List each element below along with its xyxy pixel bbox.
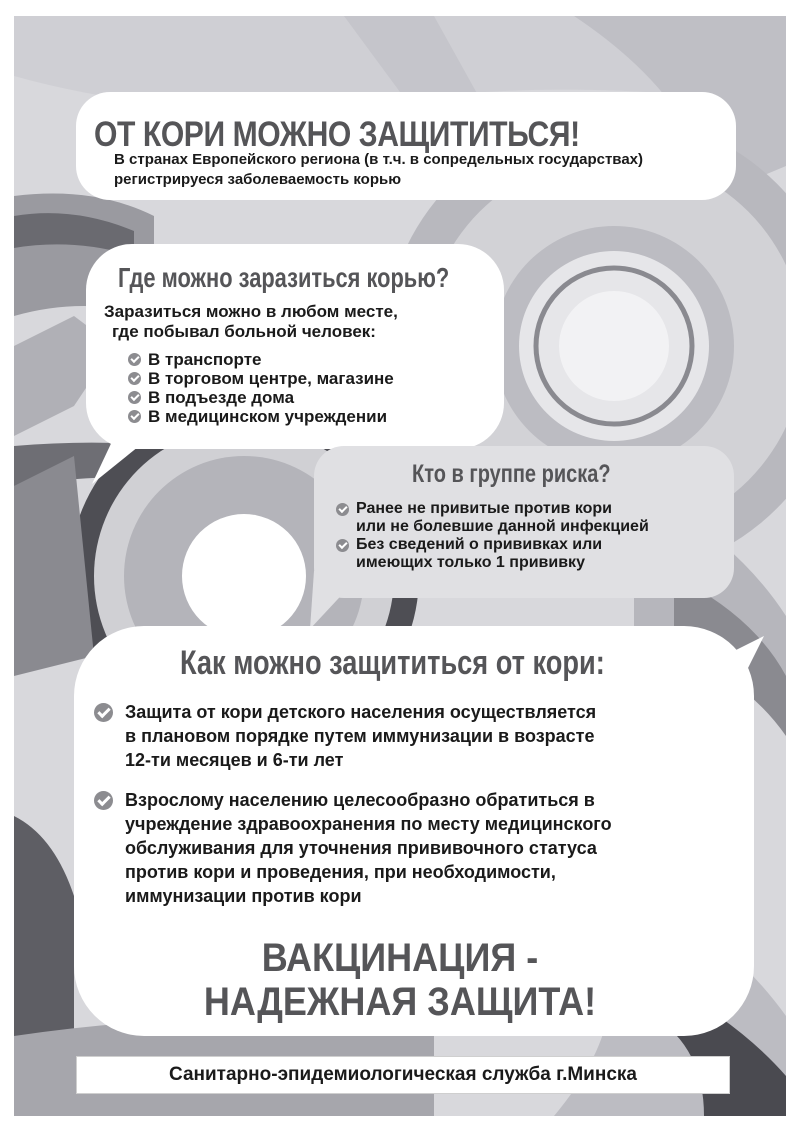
- check-icon: [128, 391, 141, 404]
- protect-list: [94, 700, 744, 908]
- list-item: Взрослому населению целесообразно обратиться в учреждение здравоохранения по месту медицинского обслуживания для уточнения прививочного статуса против кори и проведения, при необходимости, иммунизации против кори: [94, 788, 744, 908]
- where-intro-line1: Заразиться можно в любом месте,: [104, 302, 398, 321]
- poster-title: ОТ КОРИ МОЖНО ЗАЩИТИТЬСЯ!: [94, 115, 580, 154]
- where-heading: Где можно заразиться корью?: [118, 262, 450, 293]
- check-icon: [336, 539, 349, 552]
- check-icon: [128, 410, 141, 423]
- protect-heading: Как можно защититься от кори:: [180, 644, 605, 682]
- slogan: [14, 936, 786, 1024]
- risk-list: [336, 500, 649, 572]
- where-intro-line2: где побывал больной человек:: [112, 322, 376, 341]
- check-icon: [94, 791, 113, 810]
- header-subtitle-line1: В странах Европейского региона (в т.ч. в сопредельных государствах): [114, 151, 643, 168]
- check-icon: [128, 353, 141, 366]
- risk-bubble-tail: [304, 571, 364, 631]
- list-item: В подъезде дома: [128, 388, 394, 407]
- list-item: Без сведений о прививках или имеющих только 1 прививку: [336, 536, 649, 572]
- where-list: [128, 350, 394, 426]
- list-item: Ранее не привитые против кори или не болевшие данной инфекцией: [336, 500, 649, 536]
- where-bubble-tail: [84, 416, 164, 486]
- measles-poster: [14, 16, 786, 1116]
- protect-bubble-tail: [684, 636, 764, 696]
- check-icon: [94, 703, 113, 722]
- risk-heading: Кто в группе риска?: [412, 460, 611, 488]
- header-subtitle-line2: регистрируеся заболеваемость корью: [114, 171, 402, 188]
- slogan-line1: ВАКЦИНАЦИЯ -: [261, 936, 539, 980]
- footer-credit: Санитарно-эпидемиологическая служба г.Минска: [76, 1056, 730, 1094]
- list-item: В транспорте: [128, 350, 394, 369]
- check-icon: [336, 503, 349, 516]
- list-item: Защита от кори детского населения осуществляется в плановом порядке путем иммунизации в возрасте 12-ти месяцев и 6-ти лет: [94, 700, 744, 772]
- check-icon: [128, 372, 141, 385]
- list-item: В медицинском учреждении: [128, 407, 394, 426]
- list-item: В торговом центре, магазине: [128, 369, 394, 388]
- slogan-line2: НАДЕЖНАЯ ЗАЩИТА!: [203, 980, 597, 1024]
